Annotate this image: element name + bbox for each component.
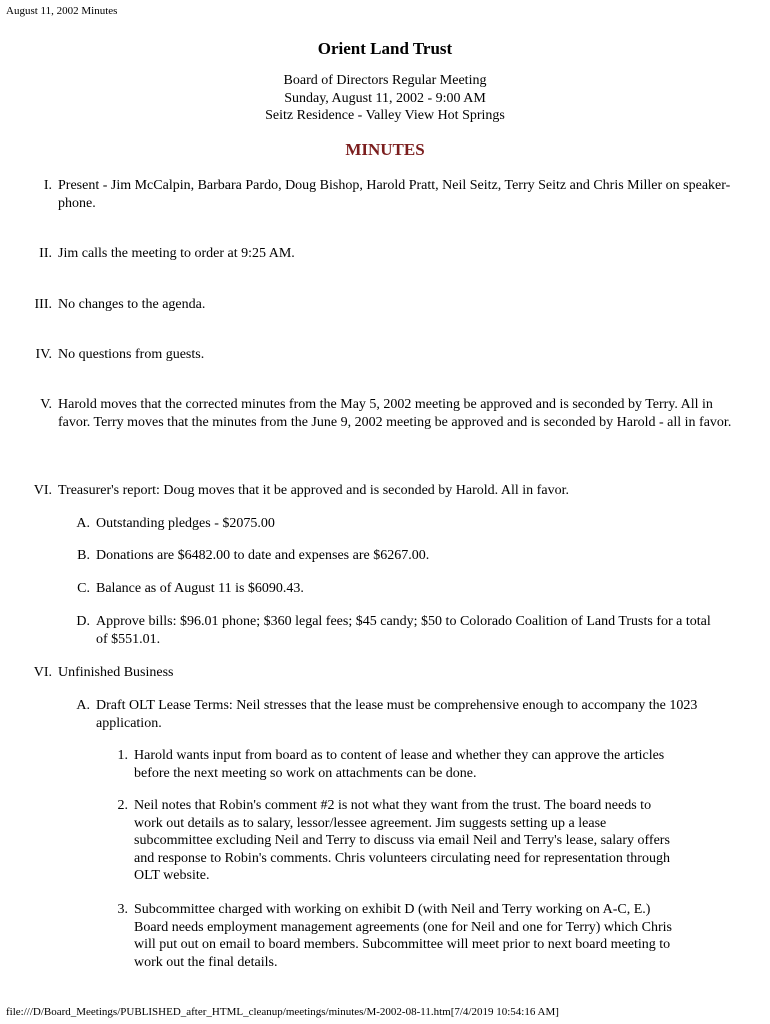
sub-item-letter: A. <box>76 698 90 713</box>
item-text: Treasurer's report: Doug moves that it be approved and is seconded by Harold. All in favor. <box>58 483 569 498</box>
sub-item-letter: B. <box>77 548 90 563</box>
sub-item-text: Approve bills: $96.01 phone; $360 legal fees; $45 candy; $50 to Colorado Coalition of Land Trusts for a total of $551.01. <box>96 614 711 647</box>
numbered-item-text: Subcommittee charged with working on exhibit D (with Neil and Terry working on A-C, E.) Board needs employment management agreements (one for Neil and one for Terry) which Chris will put out on email to board members. Subcommittee will meet prior to next board meeting to work out the final details. <box>134 902 672 970</box>
item-number: VI. <box>33 665 52 680</box>
item-number: III. <box>34 297 52 312</box>
item-text: Harold moves that the corrected minutes from the May 5, 2002 meeting be approved and is seconded by Terry. All in favor. Terry moves that the minutes from the June 9, 2002 meeting be approved and is seconded by Harold - all in favor. <box>58 397 732 430</box>
numbered-item-number: 3. <box>117 902 128 917</box>
item-text: No changes to the agenda. <box>58 297 206 312</box>
numbered-item-number: 2. <box>117 798 128 813</box>
meeting-date: Sunday, August 11, 2002 - 9:00 AM <box>284 90 486 106</box>
item-number: IV. <box>35 347 52 362</box>
item-number: I. <box>43 178 52 193</box>
minutes-heading: MINUTES <box>345 140 425 159</box>
item-number: II. <box>39 246 52 261</box>
item-text: Jim calls the meeting to order at 9:25 AM. <box>58 246 295 261</box>
sub-item-text: Balance as of August 11 is $6090.43. <box>96 581 304 596</box>
document-title: Orient Land Trust <box>317 39 453 58</box>
item-number: VI. <box>33 483 52 498</box>
running-header: August 11, 2002 Minutes <box>6 5 118 17</box>
sub-item-text: Donations are $6482.00 to date and expenses are $6267.00. <box>96 548 430 563</box>
item-number: V. <box>40 397 52 412</box>
sub-item-letter: D. <box>76 614 90 629</box>
meeting-location: Seitz Residence - Valley View Hot Springs <box>265 108 505 123</box>
meeting-type: Board of Directors Regular Meeting <box>283 73 487 88</box>
item-text: Unfinished Business <box>58 665 174 680</box>
numbered-item-number: 1. <box>117 748 128 763</box>
sub-item-text: Outstanding pledges - $2075.00 <box>96 516 275 531</box>
numbered-item-text: Harold wants input from board as to content of lease and whether they can approve the articles before the next meeting so work on attachments can be done. <box>134 748 665 781</box>
file-path-footer: file:///D/Board_Meetings/PUBLISHED_after_HTML_cleanup/meetings/minutes/M-2002-08-11.htm[7/4/2019 10:54:16 AM] <box>6 1006 559 1018</box>
item-text: Present - Jim McCalpin, Barbara Pardo, Doug Bishop, Harold Pratt, Neil Seitz, Terry Seitz and Chris Miller on speaker-phone. <box>58 178 731 211</box>
sub-item-letter: A. <box>76 516 90 531</box>
sub-item-text: Draft OLT Lease Terms: Neil stresses that the lease must be comprehensive enough to accompany the 1023 application. <box>96 698 698 731</box>
meeting-info <box>0 72 770 125</box>
numbered-item-text: Neil notes that Robin's comment #2 is not what they want from the trust. The board needs to work out details as to salary, lessor/lessee agreement. Jim suggests setting up a lease subcommittee excluding Neil and Terry to discuss via email Neil and Terry's lease, salary offers and response to Robin's comments. Chris volunteers circulating need for representation through OLT website. <box>134 798 670 883</box>
item-text: No questions from guests. <box>58 347 205 362</box>
sub-item-letter: C. <box>77 581 90 596</box>
